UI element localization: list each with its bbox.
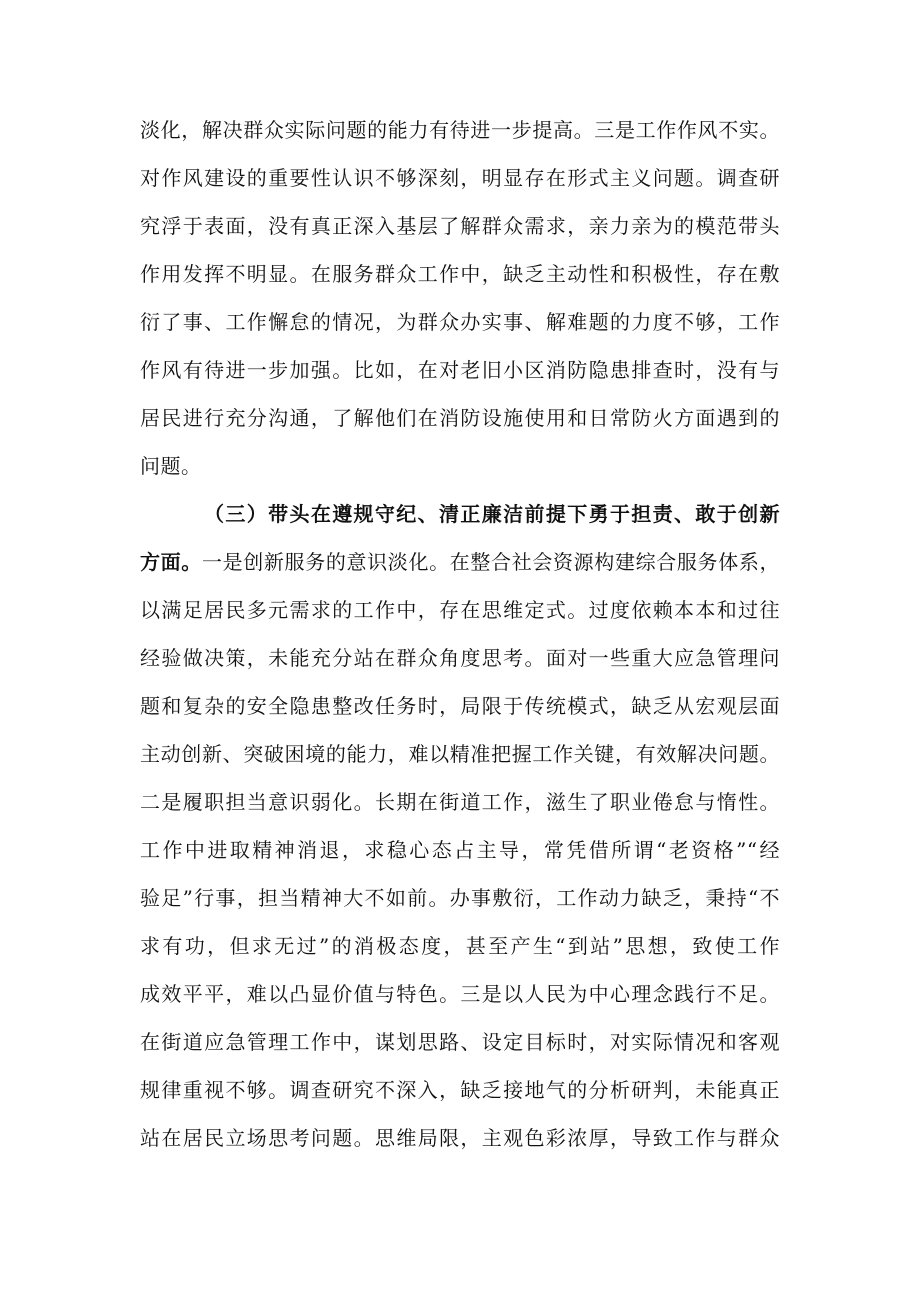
text-line: 求有功，但求无过”的消极态度，甚至产生“到站”思想，致使工作 — [140, 934, 780, 958]
text-line: 经验做决策，未能充分站在群众角度思考。面对一些重大应急管理问 — [140, 646, 780, 670]
text-line: 以满足居民多元需求的工作中，存在思维定式。过度依赖本本和过往 — [140, 598, 780, 622]
text-line: 衍了事、工作懈怠的情况，为群众办实事、解难题的力度不够，工作 — [140, 310, 780, 334]
text-line: 淡化，解决群众实际问题的能力有待进一步提高。三是工作作风不实。 — [140, 118, 780, 142]
text-line: 成效平平，难以凸显价值与特色。三是以人民为中心理念践行不足。 — [140, 982, 780, 1006]
paragraph-text: 一是创新服务的意识淡化。在整合社会资源构建综合服务体系， — [201, 550, 781, 574]
text-line: 问题。 — [140, 454, 202, 478]
document-body — [140, 106, 780, 1162]
text-line-mixed — [140, 538, 780, 586]
text-line: 题和复杂的安全隐患整改任务时，局限于传统模式，缺乏从宏观层面 — [140, 694, 780, 718]
text-line: 在街道应急管理工作中，谋划思路、设定目标时，对实际情况和客观 — [140, 1030, 780, 1054]
text-line: 规律重视不够。调查研究不深入，缺乏接地气的分析研判，未能真正 — [140, 1078, 780, 1102]
text-line: 主动创新、突破困境的能力，难以精准把握工作关键，有效解决问题。 — [140, 742, 780, 766]
text-line: 工作中进取精神消退，求稳心态占主导，常凭借所谓“老资格”“经 — [140, 838, 780, 862]
text-line: 二是履职担当意识弱化。长期在街道工作，滋生了职业倦怠与惰性。 — [140, 790, 780, 814]
section-heading-tail: 方面。 — [140, 550, 202, 574]
text-line: 作用发挥不明显。在服务群众工作中，缺乏主动性和积极性，存在敷 — [140, 262, 780, 286]
section-heading: （三）带头在遵规守纪、清正廉洁前提下勇于担责、敢于创新 — [204, 502, 780, 526]
text-line: 居民进行充分沟通，了解他们在消防设施使用和日常防火方面遇到的 — [140, 406, 780, 430]
text-line: 对作风建设的重要性认识不够深刻，明显存在形式主义问题。调查研 — [140, 166, 780, 190]
text-line: 作风有待进一步加强。比如，在对老旧小区消防隐患排查时，没有与 — [140, 358, 780, 382]
text-line: 站在居民立场思考问题。思维局限，主观色彩浓厚，导致工作与群众 — [140, 1126, 780, 1150]
text-line: 验足”行事，担当精神大不如前。办事敷衍，工作动力缺乏，秉持“不 — [140, 886, 780, 910]
text-line: 究浮于表面，没有真正深入基层了解群众需求，亲力亲为的模范带头 — [140, 214, 780, 238]
